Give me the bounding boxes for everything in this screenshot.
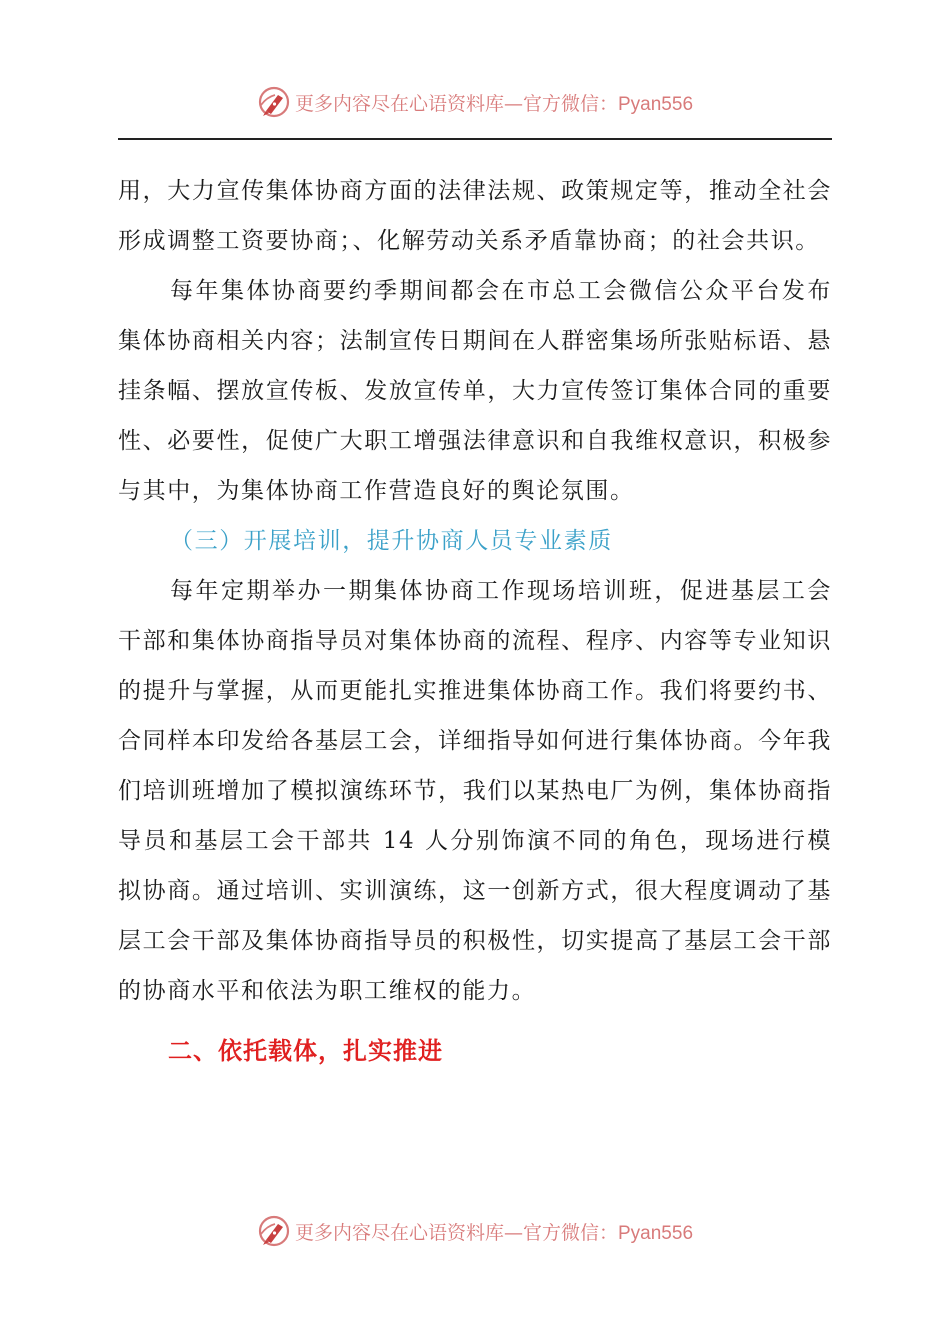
header-banner xyxy=(0,82,950,122)
header-banner-label: 更多内容尽在心语资料库—官方微信： xyxy=(294,92,618,115)
section-heading: 二、依托载体，扎实推进 xyxy=(168,1037,443,1065)
footer-banner xyxy=(0,1211,950,1251)
paragraph-continuation: 用，大力宣传集体协商方面的法律法规、政策规定等，推动全社会形成调整工资要协商；、化解劳动关系矛盾靠协商；的社会共识。 xyxy=(118,178,832,254)
header-wechat-id: Pyan556 xyxy=(618,93,694,115)
pen-nib-logo-icon xyxy=(257,1214,291,1248)
spacer xyxy=(118,1016,832,1026)
section-subheading: （三）开展培训，提升协商人员专业素质 xyxy=(170,528,613,554)
paragraph-training: 每年定期举办一期集体协商工作现场培训班，促进基层工会干部和集体协商指导员对集体协商的流程、程序、内容等专业知识的提升与掌握，从而更能扎实推进集体协商工作。我们将要约书、合同样本印发给各基层工会，详细指导如何进行集体协商。今年我们培训班增加了模拟演练环节，我们以某热电厂为例，集体协商指导员和基层工会干部共 14 人分别饰演不同的角色，现场进行模拟协商。通过培训、实训演练，这一创新方式，很大程度调动了基层工会干部及集体协商指导员的积极性，切实提高了基层工会干部的协商水平和依法为职工维权的能力。 xyxy=(118,578,832,1004)
document-body xyxy=(118,166,832,1076)
footer-banner-text xyxy=(295,1218,693,1245)
footer-wechat-id: Pyan556 xyxy=(618,1222,694,1244)
paragraph-publicity: 每年集体协商要约季期间都会在市总工会微信公众平台发布集体协商相关内容；法制宣传日期间在人群密集场所张贴标语、悬挂条幅、摆放宣传板、发放宣传单，大力宣传签订集体合同的重要性、必要性，促使广大职工增强法律意识和自我维权意识，积极参与其中，为集体协商工作营造良好的舆论氛围。 xyxy=(118,278,832,504)
header-divider xyxy=(118,138,832,140)
pen-nib-logo-icon xyxy=(257,85,291,119)
footer-banner-label: 更多内容尽在心语资料库—官方微信： xyxy=(294,1221,618,1244)
header-banner-text xyxy=(295,89,693,116)
